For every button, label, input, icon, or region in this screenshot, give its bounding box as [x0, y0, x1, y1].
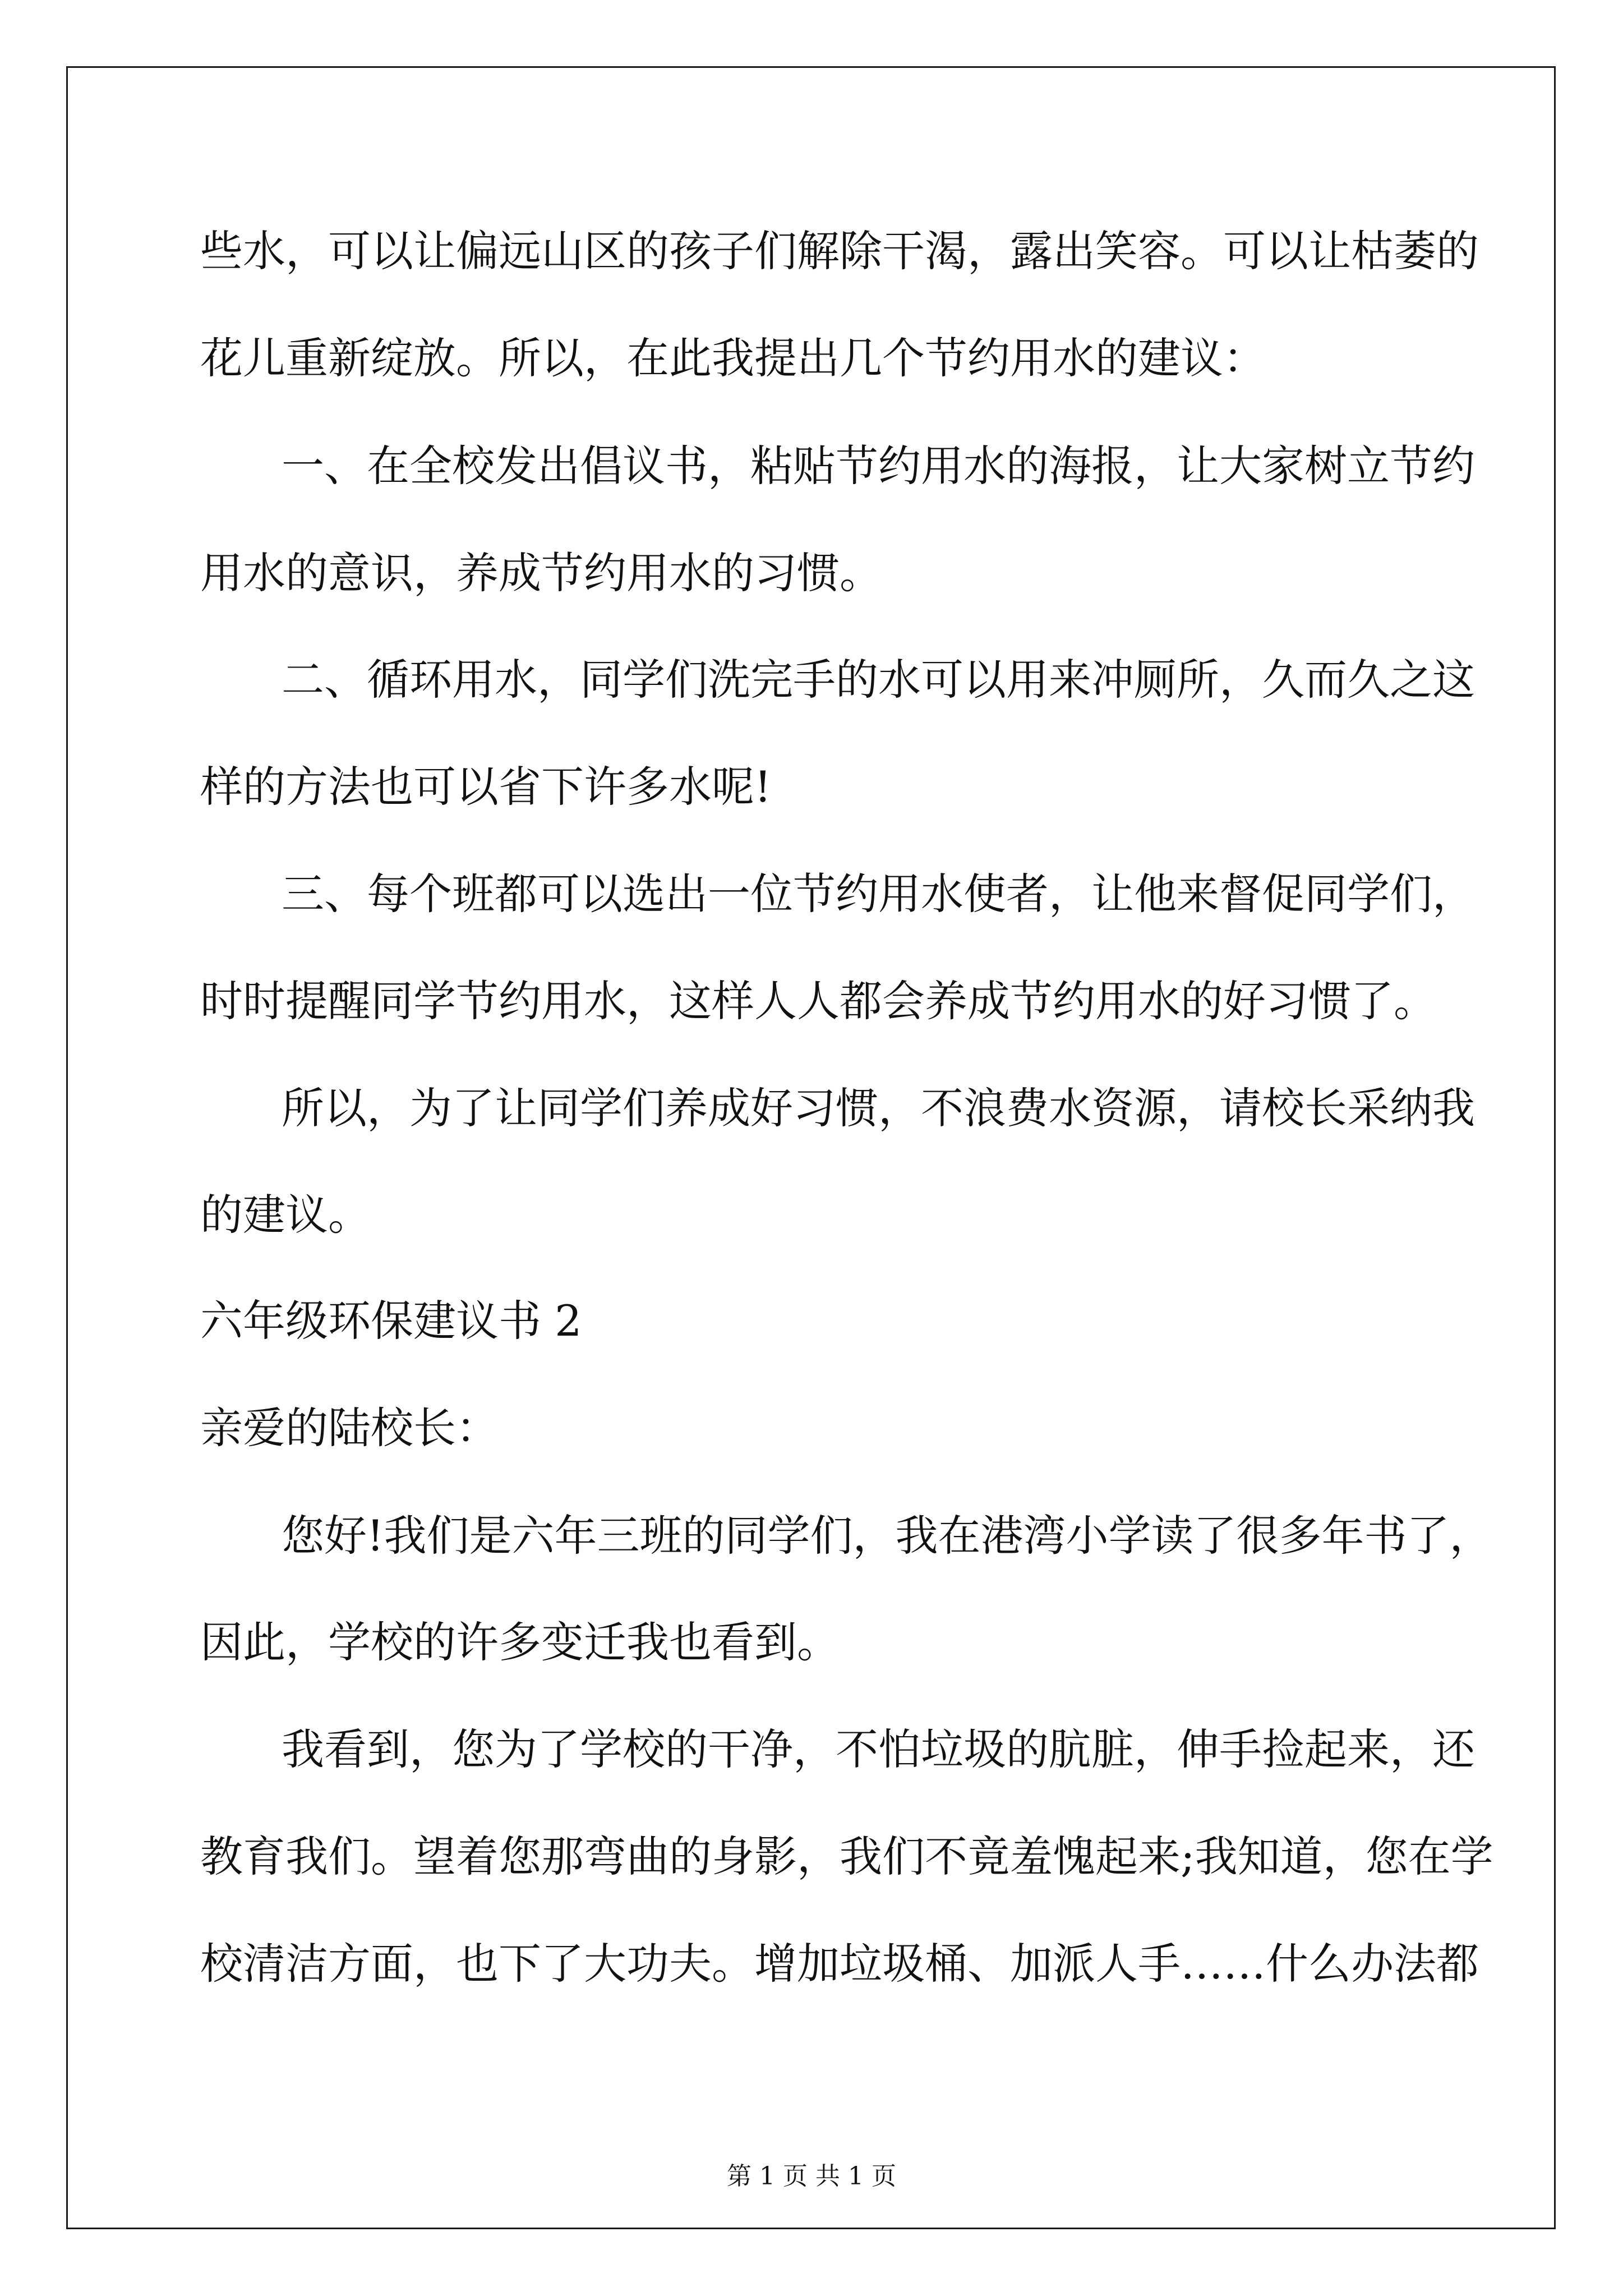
text-line-15: 我看到，您为了学校的干净，不怕垃圾的肮脏，伸手捡起来，还	[282, 1724, 1475, 1774]
text-line-5: 二、循环用水，同学们洗完手的水可以用来冲厕所，久而久之这	[282, 655, 1475, 705]
section-heading: 六年级环保建议书 2	[200, 1296, 582, 1346]
text-line-3: 一、在全校发出倡议书，粘贴节约用水的海报，让大家树立节约	[282, 441, 1475, 491]
page-border	[66, 66, 1556, 2229]
salutation: 亲爱的陆校长：	[200, 1403, 499, 1453]
text-line-8: 时时提醒同学节约用水，这样人人都会养成节约用水的好习惯了。	[200, 976, 1436, 1026]
text-line-10: 的建议。	[200, 1190, 371, 1240]
text-line-7: 三、每个班都可以选出一位节约用水使者，让他来督促同学们，	[282, 869, 1475, 919]
text-line-16: 教育我们。望着您那弯曲的身影，我们不竟羞愧起来;我知道，您在学	[200, 1832, 1493, 1881]
text-line-17: 校清洁方面，也下了大功夫。增加垃圾桶、加派人手……什么办法都	[200, 1939, 1479, 1989]
text-line-4: 用水的意识，养成节约用水的习惯。	[200, 548, 882, 598]
page-footer: 第 1 页 共 1 页	[727, 2162, 896, 2191]
text-line-6: 样的方法也可以省下许多水呢!	[200, 762, 772, 812]
text-line-1: 些水，可以让偏远山区的孩子们解除干渴，露出笑容。可以让枯萎的	[200, 226, 1479, 276]
text-line-2: 花儿重新绽放。所以，在此我提出几个节约用水的建议：	[200, 333, 1266, 383]
text-line-13: 您好!我们是六年三班的同学们，我在港湾小学读了很多年书了，	[282, 1511, 1492, 1561]
text-line-9: 所以，为了让同学们养成好习惯，不浪费水资源，请校长采纳我	[282, 1083, 1475, 1133]
text-line-14: 因此，学校的许多变迁我也看到。	[200, 1617, 840, 1667]
